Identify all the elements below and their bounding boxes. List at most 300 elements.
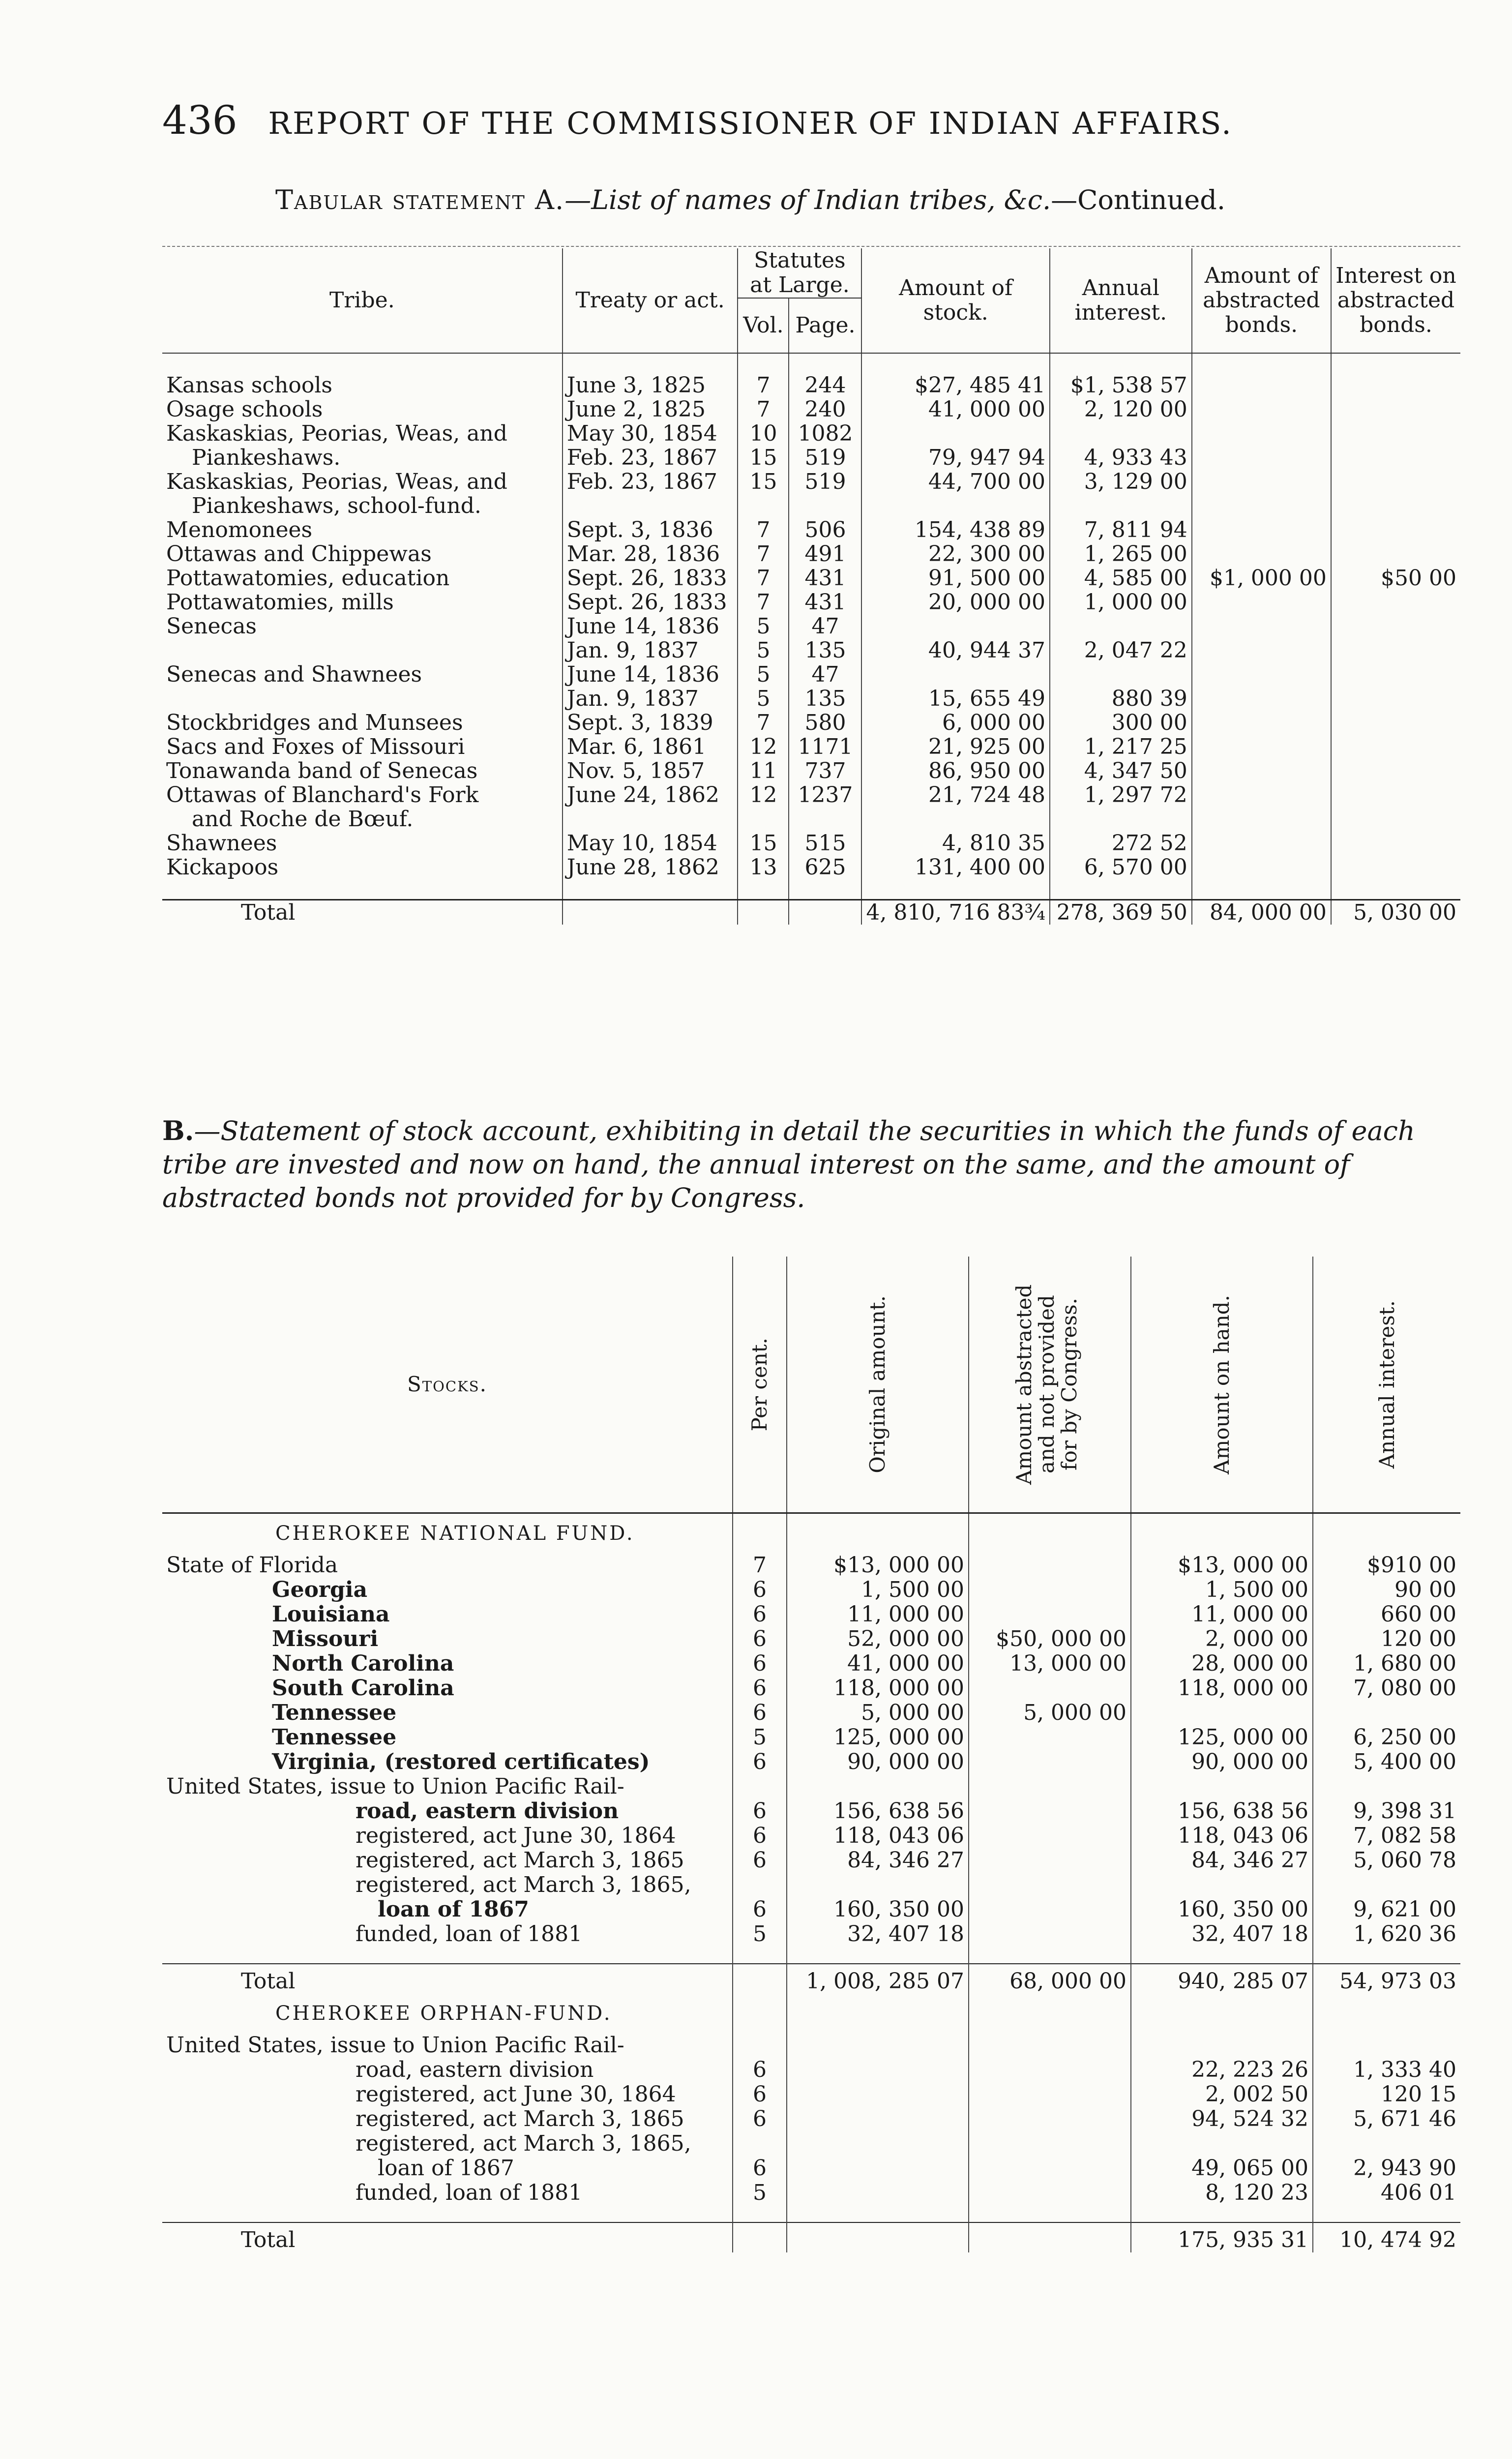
table-row [162, 2033, 1460, 2058]
spacer-cell [1331, 353, 1460, 373]
on-hand-cell: 1, 500 00 [1131, 1578, 1313, 1602]
abs-interest-cell [1331, 397, 1460, 421]
percent-cell [733, 1873, 787, 1897]
stock-cell [861, 807, 1050, 831]
page-cell: 47 [789, 662, 861, 687]
table-row [162, 831, 1460, 855]
abstracted-cell [1192, 831, 1331, 855]
spacer-cell [861, 353, 1050, 373]
header-annual-interest [1313, 1257, 1460, 1513]
total-interest: 278, 369 50 [1050, 900, 1192, 925]
spacer-cell [787, 2205, 969, 2222]
table-row [162, 638, 1460, 662]
percent-cell: 6 [733, 1602, 787, 1627]
stock-cell: 22, 300 00 [861, 542, 1050, 566]
interest-cell: 6, 250 00 [1313, 1725, 1460, 1750]
table-row [162, 1676, 1460, 1701]
on-hand-cell: 84, 346 27 [1131, 1848, 1313, 1873]
stock-cell: 6, 000 00 [861, 711, 1050, 735]
header-abstracted-b [969, 1257, 1131, 1513]
stock-name-cell: registered, act June 30, 1864 [356, 2082, 676, 2107]
tribe-cell: Shawnees [166, 831, 277, 856]
tribe-cell: Sacs and Foxes of Missouri [166, 734, 465, 759]
page-cell: 431 [789, 590, 861, 614]
interest-cell: 9, 621 00 [1313, 1897, 1460, 1922]
abs-interest-cell [1331, 807, 1460, 831]
interest-cell: 1, 265 00 [1050, 542, 1192, 566]
on-hand-cell: 32, 407 18 [1131, 1922, 1313, 1947]
table-row [162, 1750, 1460, 1774]
page-cell: 240 [789, 397, 861, 421]
treaty-cell: June 28, 1862 [563, 855, 738, 879]
header-treaty: Treaty or act. [563, 248, 738, 353]
table-row [162, 1848, 1460, 1873]
total-on-hand: 175, 935 31 [1131, 2222, 1313, 2252]
stock-name-cell: loan of 1867 [378, 2156, 514, 2181]
interest-cell: 1, 620 36 [1313, 1922, 1460, 1947]
spacer-cell [1331, 879, 1460, 900]
interest-cell [1313, 1774, 1460, 1799]
interest-cell: 272 52 [1050, 831, 1192, 855]
empty-cell [733, 2222, 787, 2252]
fund-heading: CHEROKEE NATIONAL FUND. [275, 1522, 635, 1545]
on-hand-cell: 94, 524 32 [1131, 2107, 1313, 2131]
abstracted-cell [969, 2181, 1131, 2205]
page-cell: 515 [789, 831, 861, 855]
stock-name-cell: road, eastern division [356, 1799, 619, 1824]
total-label: Total [162, 1964, 733, 1994]
header-vol: Vol. [738, 298, 789, 353]
interest-cell [1313, 1873, 1460, 1897]
page-cell: 519 [789, 446, 861, 470]
header-percent [733, 1257, 787, 1513]
interest-cell: 2, 047 22 [1050, 638, 1192, 662]
stock-cell: 154, 438 89 [861, 518, 1050, 542]
abstracted-cell [969, 1824, 1131, 1848]
table-row [162, 1602, 1460, 1627]
percent-cell: 6 [733, 1750, 787, 1774]
abs-interest-cell [1331, 470, 1460, 494]
abstracted-cell [1192, 421, 1331, 446]
interest-cell: 4, 933 43 [1050, 446, 1192, 470]
interest-cell: 120 00 [1313, 1627, 1460, 1651]
interest-cell: 1, 297 72 [1050, 783, 1192, 807]
stock-cell: 41, 000 00 [861, 397, 1050, 421]
spacer-cell [563, 879, 738, 900]
treaty-cell [563, 494, 738, 518]
vol-cell: 7 [738, 373, 789, 397]
on-hand-cell: 90, 000 00 [1131, 1750, 1313, 1774]
header-original [787, 1257, 969, 1513]
table-a-caption [275, 184, 1225, 215]
header-statutes: Statutes at Large. [738, 248, 861, 298]
abs-interest-cell [1331, 735, 1460, 759]
percent-cell [733, 1774, 787, 1799]
interest-cell [1313, 1701, 1460, 1725]
interest-cell: 1, 333 40 [1313, 2058, 1460, 2082]
treaty-cell: June 2, 1825 [563, 397, 738, 421]
spacer-cell [787, 1947, 969, 1964]
abstracted-cell [1192, 494, 1331, 518]
interest-cell: 1, 680 00 [1313, 1651, 1460, 1676]
abstracted-cell [969, 1676, 1131, 1701]
table-b-header-row [162, 1257, 1460, 1513]
spacer-cell [1192, 879, 1331, 900]
tribe-cell: Kaskaskias, Peorias, Weas, and [166, 421, 507, 446]
on-hand-cell: 8, 120 23 [1131, 2181, 1313, 2205]
abstracted-cell [969, 1578, 1131, 1602]
stock-name-cell: registered, act June 30, 1864 [356, 1823, 676, 1848]
percent-cell: 5 [733, 1725, 787, 1750]
percent-cell: 5 [733, 2181, 787, 2205]
tribe-cell: Kaskaskias, Peorias, Weas, and [166, 469, 507, 494]
interest-cell [1313, 2033, 1460, 2058]
spacer-cell [1131, 1947, 1313, 1964]
stock-name-cell: funded, loan of 1881 [356, 2180, 583, 2205]
abstracted-cell [1192, 542, 1331, 566]
vol-cell: 10 [738, 421, 789, 446]
abs-interest-cell [1331, 421, 1460, 446]
header-annual-interest-label: Annual interest. [1374, 1300, 1399, 1469]
treaty-cell: June 14, 1836 [563, 662, 738, 687]
percent-cell: 6 [733, 1651, 787, 1676]
table-a-caption-continued: —Continued. [1051, 184, 1225, 215]
on-hand-cell [1131, 1774, 1313, 1799]
interest-cell: 7, 811 94 [1050, 518, 1192, 542]
abstracted-cell [1192, 855, 1331, 879]
stock-cell: 40, 944 37 [861, 638, 1050, 662]
interest-cell: 120 15 [1313, 2082, 1460, 2107]
original-cell: 90, 000 00 [787, 1750, 969, 1774]
table-row [162, 2107, 1460, 2131]
abstracted-cell [969, 2107, 1131, 2131]
fund-total-row [162, 2222, 1460, 2252]
empty-cell [1131, 1994, 1313, 2033]
table-row [162, 446, 1460, 470]
interest-cell: 7, 082 58 [1313, 1824, 1460, 1848]
table-row [162, 1897, 1460, 1922]
on-hand-cell: 156, 638 56 [1131, 1799, 1313, 1824]
on-hand-cell: 22, 223 26 [1131, 2058, 1313, 2082]
original-cell [787, 2082, 969, 2107]
stock-name-cell: Tennessee [272, 1725, 397, 1750]
table-row [162, 2131, 1460, 2156]
page-cell: 135 [789, 638, 861, 662]
table-row [162, 687, 1460, 711]
stock-name-cell: United States, issue to Union Pacific Rail- [166, 2033, 624, 2058]
abstracted-cell [969, 1848, 1131, 1873]
table-b-letter: B. [162, 1115, 194, 1146]
spacer-cell [1050, 353, 1192, 373]
abstracted-cell [1192, 662, 1331, 687]
page-cell: 1171 [789, 735, 861, 759]
original-cell: 11, 000 00 [787, 1602, 969, 1627]
page-cell: 491 [789, 542, 861, 566]
stock-name-cell: South Carolina [272, 1676, 454, 1701]
table-a-total-row [162, 900, 1460, 925]
original-cell [787, 2156, 969, 2181]
page-cell: 244 [789, 373, 861, 397]
table-row [162, 783, 1460, 807]
on-hand-cell: 2, 002 50 [1131, 2082, 1313, 2107]
abstracted-cell [1192, 614, 1331, 638]
on-hand-cell: 28, 000 00 [1131, 1651, 1313, 1676]
table-row [162, 2082, 1460, 2107]
abstracted-cell [969, 2156, 1131, 2181]
treaty-cell: June 24, 1862 [563, 783, 738, 807]
abstracted-cell [969, 1897, 1131, 1922]
page-cell: 506 [789, 518, 861, 542]
table-a-caption-label: Tabular statement A. [275, 184, 565, 215]
original-cell: 125, 000 00 [787, 1725, 969, 1750]
spacer-cell [969, 1947, 1131, 1964]
percent-cell: 6 [733, 1578, 787, 1602]
abstracted-cell: $1, 000 00 [1192, 566, 1331, 590]
table-row [162, 759, 1460, 783]
fund-heading: CHEROKEE ORPHAN-FUND. [275, 2002, 612, 2025]
vol-cell [738, 494, 789, 518]
treaty-cell: June 3, 1825 [563, 373, 738, 397]
stock-cell [861, 421, 1050, 446]
abstracted-cell [969, 1799, 1131, 1824]
running-head-title: REPORT OF THE COMMISSIONER OF INDIAN AFFAIRS. [268, 105, 1233, 141]
total-abs-interest: 5, 030 00 [1331, 900, 1460, 925]
abstracted-cell [969, 1602, 1131, 1627]
on-hand-cell: 118, 000 00 [1131, 1676, 1313, 1701]
percent-cell: 6 [733, 1799, 787, 1824]
empty-cell [733, 1964, 787, 1994]
stock-name-cell: loan of 1867 [378, 1897, 529, 1922]
original-cell: 1, 500 00 [787, 1578, 969, 1602]
abs-interest-cell [1331, 831, 1460, 855]
tribe-cell: Piankeshaws. [192, 445, 341, 470]
abstracted-cell [1192, 638, 1331, 662]
table-row [162, 1701, 1460, 1725]
on-hand-cell: 160, 350 00 [1131, 1897, 1313, 1922]
treaty-cell: Sept. 26, 1833 [563, 590, 738, 614]
tribe-cell: Kansas schools [166, 373, 333, 398]
header-abs-interest: Interest on abstracted bonds. [1331, 248, 1460, 353]
percent-cell: 6 [733, 1676, 787, 1701]
original-cell: 32, 407 18 [787, 1922, 969, 1947]
abstracted-cell [969, 1750, 1131, 1774]
vol-cell: 7 [738, 518, 789, 542]
table-row [162, 566, 1460, 590]
treaty-cell: Sept. 3, 1836 [563, 518, 738, 542]
original-cell [787, 1774, 969, 1799]
stock-cell: 15, 655 49 [861, 687, 1050, 711]
page-cell: 737 [789, 759, 861, 783]
percent-cell: 6 [733, 1627, 787, 1651]
page-cell [789, 494, 861, 518]
on-hand-cell: 118, 043 06 [1131, 1824, 1313, 1848]
stock-name-cell: registered, act March 3, 1865 [356, 1848, 684, 1873]
stock-cell: 79, 947 94 [861, 446, 1050, 470]
table-a-spacer [162, 879, 1460, 900]
abs-interest-cell [1331, 373, 1460, 397]
stock-name-cell: State of Florida [166, 1553, 338, 1578]
original-cell: 118, 043 06 [787, 1824, 969, 1848]
page-cell [789, 807, 861, 831]
interest-cell [1050, 494, 1192, 518]
vol-cell: 7 [738, 566, 789, 590]
table-row [162, 2181, 1460, 2205]
treaty-cell: Sept. 26, 1833 [563, 566, 738, 590]
stock-cell [861, 662, 1050, 687]
original-cell: 41, 000 00 [787, 1651, 969, 1676]
header-tribe: Tribe. [162, 248, 563, 353]
tribe-cell: Pottawatomies, education [166, 566, 450, 591]
abstracted-cell [1192, 783, 1331, 807]
treaty-cell: Mar. 6, 1861 [563, 735, 738, 759]
stock-name-cell: Virginia, (restored certificates) [272, 1749, 650, 1774]
on-hand-cell: 49, 065 00 [1131, 2156, 1313, 2181]
abstracted-cell [1192, 470, 1331, 494]
stock-name-cell: United States, issue to Union Pacific Rail- [166, 1774, 624, 1799]
spacer-cell [738, 879, 789, 900]
table-row [162, 711, 1460, 735]
header-abstracted: Amount of abstracted bonds. [1192, 248, 1331, 353]
empty-cell [1131, 1513, 1313, 1554]
table-row [162, 614, 1460, 638]
interest-cell: 4, 347 50 [1050, 759, 1192, 783]
spacer-cell [861, 879, 1050, 900]
abstracted-cell [1192, 590, 1331, 614]
spacer-row [162, 1947, 1460, 1964]
percent-cell: 6 [733, 1848, 787, 1873]
spacer-cell [789, 879, 861, 900]
page-cell: 519 [789, 470, 861, 494]
spacer-cell [1192, 353, 1331, 373]
stock-cell: $27, 485 41 [861, 373, 1050, 397]
percent-cell: 6 [733, 2156, 787, 2181]
percent-cell: 6 [733, 2058, 787, 2082]
original-cell: $13, 000 00 [787, 1553, 969, 1578]
abs-interest-cell [1331, 590, 1460, 614]
table-row [162, 590, 1460, 614]
spacer-row [162, 2205, 1460, 2222]
table-a-body [162, 353, 1460, 925]
table-row [162, 855, 1460, 879]
treaty-cell: Jan. 9, 1837 [563, 638, 738, 662]
stock-name-cell: registered, act March 3, 1865, [356, 1872, 691, 1897]
abs-interest-cell: $50 00 [1331, 566, 1460, 590]
table-row [162, 1725, 1460, 1750]
spacer-cell [1313, 2205, 1460, 2222]
table-row [162, 397, 1460, 421]
original-cell [787, 2058, 969, 2082]
tribe-cell: Osage schools [166, 397, 323, 422]
abs-interest-cell [1331, 494, 1460, 518]
table-row [162, 1627, 1460, 1651]
stock-name-cell: Louisiana [272, 1602, 390, 1627]
spacer-cell [1313, 1947, 1460, 1964]
on-hand-cell: 125, 000 00 [1131, 1725, 1313, 1750]
spacer-cell [162, 1947, 733, 1964]
vol-cell: 7 [738, 542, 789, 566]
interest-cell: 1, 217 25 [1050, 735, 1192, 759]
stock-name-cell: funded, loan of 1881 [356, 1921, 583, 1947]
interest-cell: 2, 943 90 [1313, 2156, 1460, 2181]
treaty-cell: Nov. 5, 1857 [563, 759, 738, 783]
vol-cell: 12 [738, 783, 789, 807]
abstracted-cell: $50, 000 00 [969, 1627, 1131, 1651]
abs-interest-cell [1331, 855, 1460, 879]
empty-cell [787, 1513, 969, 1554]
original-cell [787, 2181, 969, 2205]
spacer-cell [789, 353, 861, 373]
on-hand-cell: $13, 000 00 [1131, 1553, 1313, 1578]
abstracted-cell [969, 2131, 1131, 2156]
original-cell [787, 1873, 969, 1897]
empty-cell [969, 1513, 1131, 1554]
original-cell [787, 2033, 969, 2058]
vol-cell: 5 [738, 687, 789, 711]
total-stock: 4, 810, 716 83¾ [861, 900, 1050, 925]
table-row [162, 1873, 1460, 1897]
abstracted-cell [1192, 759, 1331, 783]
table-b-description: —Statement of stock account, exhibiting in detail the securities in which the funds of each tribe are invested and now on hand, the annual interest on the same, and the amount of abstracted bonds not provided for by Congress. [162, 1115, 1415, 1213]
vol-cell: 7 [738, 711, 789, 735]
vol-cell: 11 [738, 759, 789, 783]
interest-cell [1050, 662, 1192, 687]
header-stocks-label: Stocks. [407, 1372, 487, 1396]
interest-cell: $910 00 [1313, 1553, 1460, 1578]
table-a-header-row [162, 248, 1460, 298]
stock-name-cell: road, eastern division [356, 2057, 594, 2082]
stock-name-cell: registered, act March 3, 1865 [356, 2106, 684, 2131]
vol-cell: 15 [738, 831, 789, 855]
vol-cell: 7 [738, 590, 789, 614]
spacer-cell [162, 879, 563, 900]
abs-interest-cell [1331, 614, 1460, 638]
table-row [162, 1651, 1460, 1676]
treaty-cell: May 10, 1854 [563, 831, 738, 855]
interest-cell: 9, 398 31 [1313, 1799, 1460, 1824]
tribe-cell: Senecas [166, 614, 257, 639]
original-cell: 160, 350 00 [787, 1897, 969, 1922]
abstracted-cell [1192, 687, 1331, 711]
interest-cell: 6, 570 00 [1050, 855, 1192, 879]
total-on-hand: 940, 285 07 [1131, 1964, 1313, 1994]
tribe-cell [162, 687, 563, 711]
table-a-caption-title: —List of names of Indian tribes, &c. [564, 184, 1051, 215]
vol-cell: 15 [738, 446, 789, 470]
empty-cell [1313, 1513, 1460, 1554]
stock-cell: 4, 810 35 [861, 831, 1050, 855]
abstracted-cell [969, 1553, 1131, 1578]
abstracted-cell [1192, 807, 1331, 831]
stock-name-cell: North Carolina [272, 1651, 454, 1676]
table-b-body [162, 1257, 1460, 2252]
tribe-cell: Piankeshaws, school-fund. [192, 493, 481, 518]
abs-interest-cell [1331, 783, 1460, 807]
table-row [162, 735, 1460, 759]
vol-cell: 5 [738, 614, 789, 638]
original-cell: 52, 000 00 [787, 1627, 969, 1651]
treaty-cell: Feb. 23, 1867 [563, 470, 738, 494]
header-page: Page. [789, 298, 861, 353]
interest-cell: 300 00 [1050, 711, 1192, 735]
original-cell: 84, 346 27 [787, 1848, 969, 1873]
vol-cell: 5 [738, 638, 789, 662]
empty-cell [969, 1994, 1131, 2033]
table-row [162, 2058, 1460, 2082]
on-hand-cell [1131, 2033, 1313, 2058]
page-cell: 135 [789, 687, 861, 711]
stock-name-cell: Missouri [272, 1626, 379, 1651]
tribe-cell: Menomonees [166, 517, 313, 542]
